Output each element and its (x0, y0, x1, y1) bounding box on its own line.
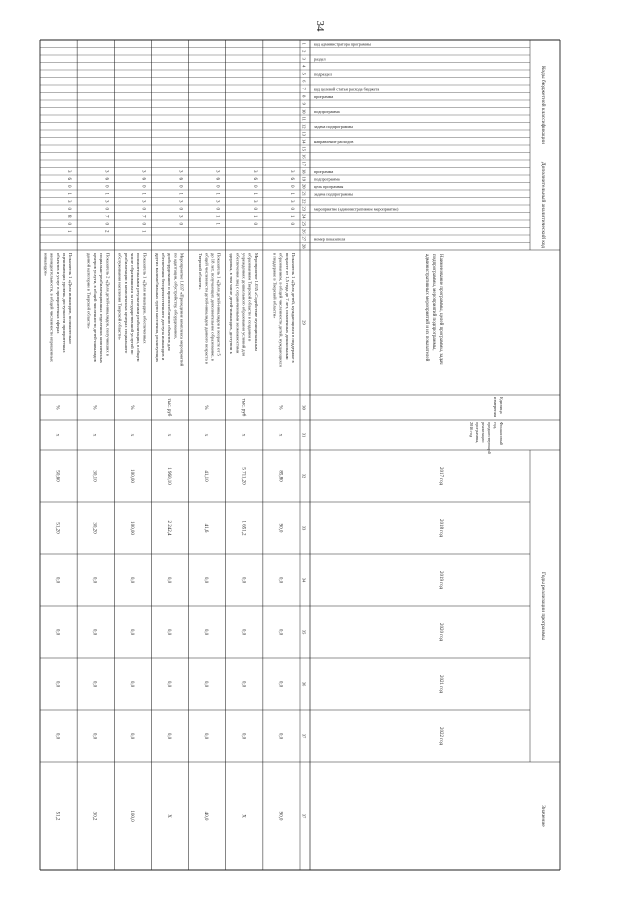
col-number: 12 (301, 124, 307, 129)
code-digit: 1 (103, 192, 109, 195)
row-year-value: 0,0 (91, 576, 97, 584)
row-base: х (128, 433, 134, 437)
col-number: 18 (301, 169, 307, 174)
code-digit: 1 (140, 230, 146, 233)
row-base: х (277, 433, 283, 437)
code-digit: 6 (103, 177, 109, 180)
code-digit: 6 (66, 177, 72, 180)
row-year-value: 0,0 (166, 576, 171, 584)
code-digit: 0 (177, 222, 183, 225)
code-digit: 0 (251, 185, 257, 188)
row-final-value: Х (240, 814, 246, 818)
code-digit: 0 (177, 207, 183, 210)
code-digit: 3 (289, 200, 294, 203)
year-header-4: 2020 год (438, 622, 443, 642)
col-number: 11 (301, 116, 307, 121)
col-number: 16 (301, 154, 307, 159)
row-year-value: 0,0 (240, 628, 246, 636)
code-digit: 0 (103, 185, 109, 188)
row-year-value: 51,20 (54, 522, 60, 534)
row-final-value: 40,0 (203, 811, 209, 821)
col-number: 36 (301, 681, 307, 687)
col-number: 19 (301, 176, 307, 181)
code-header-label: код администратора программы (314, 41, 371, 47)
year-header-1: 2017 год (438, 466, 443, 486)
row-year-value: 0,0 (91, 732, 97, 740)
row-base: х (54, 433, 60, 437)
row-year-value: 100,00 (128, 521, 134, 535)
row-unit: % (277, 405, 283, 410)
row-year-value: 90,0 (277, 523, 283, 533)
row-year-value: 0,0 (166, 628, 171, 636)
row-unit: % (203, 405, 209, 410)
col-number: 26 (301, 229, 307, 234)
code-digit: 1 (214, 192, 220, 195)
name-column-header: Наименование программы, целей программы, задачподпрограммы, мероприятий подпрограммы,административных мероприятий и их показателей (424, 254, 443, 365)
row-final-value: 51,2 (54, 811, 60, 821)
row-unit: % (54, 405, 60, 410)
code-digit: 3 (140, 170, 146, 173)
code-header-label: раздел (314, 56, 326, 62)
code-digit: 1 (289, 192, 294, 195)
code-digit: 6 (251, 177, 257, 180)
row-year-value: 0,0 (240, 732, 246, 740)
row-year-value: 30,10 (91, 470, 97, 482)
col-number: 27 (301, 236, 307, 241)
code-digit: 3 (140, 200, 146, 203)
row-year-value: 0,0 (203, 576, 209, 584)
row-year-value: 41,10 (203, 470, 209, 482)
row-unit: тыс. руб (166, 398, 171, 417)
col-number: 33 (301, 525, 307, 531)
row-year-value: 0,0 (128, 732, 134, 740)
col-number: 29 (301, 320, 307, 325)
code-digit: 0 (251, 207, 257, 210)
row-year-value: 0,0 (277, 732, 283, 740)
table-body (40, 40, 560, 870)
row-year-value: 0,0 (240, 680, 246, 688)
code-digit: 3 (214, 170, 220, 173)
row-name: Показатель 2 «Доля детей-инвалидов, получивших всоциально-реабилитационных отделениях комплексныхцентров услуги, в общей численности детей-инвалидовданной категории в Тверской области» (86, 253, 111, 364)
code-digit: 1 (66, 230, 72, 233)
code-digit: 6 (289, 177, 294, 180)
code-digit: 1 (251, 192, 257, 195)
row-year-value: 5 711,20 (240, 467, 246, 485)
code-header-label: подпрограмма (314, 108, 340, 114)
row-year-value: 0,0 (54, 628, 60, 636)
code-digit: 0 (214, 185, 220, 188)
code-digit: 0 (251, 222, 257, 225)
code-digit: 3 (251, 170, 257, 173)
row-year-value: 0,0 (54, 576, 60, 584)
code-digit: 1 (251, 215, 257, 218)
row-name: Показатель 1 «Доля инвалидов, положительнооценивающих уровень доступности приоритетныхобъектов и услуг в приоритетных сферахжизнедеятельности, в общей численности опрошенныхинвалидов» (43, 253, 74, 362)
code-digit: 2 (103, 230, 109, 233)
col-number: 31 (301, 432, 307, 438)
year-header-5: 2021 год (438, 674, 443, 694)
year-header-2: 2018 год (438, 518, 443, 538)
row-year-value: 0,0 (54, 680, 60, 688)
code-digit: 0 (66, 185, 72, 188)
row-year-value: 1 960,10 (166, 467, 171, 485)
col-number: 30 (301, 405, 307, 410)
code-digit: 0 (214, 207, 220, 210)
col-number: 7 (301, 87, 307, 90)
code-digit: 0 (289, 207, 294, 210)
col-number: 13 (301, 131, 307, 136)
code-digit: 3 (251, 200, 257, 203)
code-digit: 7 (140, 215, 146, 218)
code-digit: 1 (214, 215, 220, 218)
row-name: Мероприятие 1.035 «Содействие муниципальнымобразованиям Тверской области в создании вучреждениях дошкольного образования условий дляобеспечения лиц с ограниченными возможностямиздоровья, в том числе детей-инвалидов, доступом к (229, 253, 259, 357)
col-number: 10 (301, 109, 307, 114)
row-year-value: 0,0 (277, 680, 283, 688)
code-digit: 3 (289, 170, 294, 173)
code-digit: 6 (214, 177, 220, 180)
code-header-label: программа (314, 168, 334, 174)
row-unit: % (91, 405, 97, 410)
row-year-value: 0,0 (203, 628, 209, 636)
row-unit: тыс. руб (240, 398, 246, 417)
code-digit: 3 (66, 200, 72, 203)
col-number: 34 (301, 577, 307, 583)
row-year-value: 0,0 (128, 680, 134, 688)
col-number: 1 (301, 42, 307, 45)
row-year-value: 0,0 (54, 732, 60, 740)
col-number: 8 (301, 95, 307, 98)
code-digit: 0 (140, 207, 146, 210)
code-digit: 3 (103, 200, 109, 203)
budget-codes-header: Коды бюджетной классификации (540, 66, 546, 144)
code-digit: 3 (66, 170, 72, 173)
code-digit: 6 (140, 177, 146, 180)
col-number: 6 (301, 80, 307, 83)
col-number: 22 (301, 199, 307, 204)
code-header-label: задача подпрограммы (314, 123, 353, 129)
final-value-header: Значение (540, 805, 546, 827)
code-digit: 1 (66, 192, 72, 195)
code-digit: 0 (177, 185, 183, 188)
row-year-value: 0,0 (240, 576, 246, 584)
code-digit: 0 (66, 222, 72, 225)
row-year-value: 2 242,4 (166, 520, 171, 536)
row-year-value: 50,60 (54, 470, 60, 482)
row-base: х (240, 433, 246, 437)
col-number: 37 (301, 813, 307, 819)
code-digit: 0 (103, 222, 109, 225)
code-header-label: мероприятие (административное мероприятие) (314, 206, 399, 212)
row-final-value: 90,0 (277, 811, 283, 821)
row-year-value: 0,0 (166, 732, 171, 740)
row-year-value: 0,0 (203, 680, 209, 688)
code-digit: 6 (177, 177, 183, 180)
row-name: Показатель 1 «Доля детей-инвалидов в возрасте от 5до 18 лет, получающих дополнительное образование, вобщей численности детей-инвалидов данного возраста вТверской области» (198, 253, 222, 365)
code-digit: 0 (103, 207, 109, 210)
row-name: Показатель 1 «Доля инвалидов, обеспеченныхположительными результатами реабилитации, в общемчисле обратившихся за государственной услугой пореабилитации в комплексных центрах социальногообслуживания населения Тверской области» (117, 253, 148, 362)
code-header-label: программа (314, 93, 334, 99)
code-header-label: код целевой статьи расхода бюджета (314, 86, 380, 92)
code-digit: 3 (177, 215, 183, 218)
col-number: 4 (301, 65, 307, 68)
row-base: х (91, 433, 97, 437)
row-base: х (203, 433, 209, 437)
row-name: Показатель 1 «Доля детей, нуждающихся в поддержке ввозрасте от 1,5 года до 7 лет, охваченных дошкольнымобразованием, в общей численности детей, нуждающихсяв поддержке в Тверской области» (272, 253, 296, 367)
row-year-value: 85,80 (277, 470, 283, 482)
code-digit: 1 (177, 192, 183, 195)
base-year-column-header: Финансовыйгод,предшествующийреализациипрограммы,2016 год (469, 422, 504, 454)
col-number: 9 (301, 102, 307, 105)
code-header-label: задача подпрограммы (314, 191, 353, 197)
row-year-value: 0,0 (166, 680, 171, 688)
row-unit: % (128, 405, 134, 410)
code-digit: 0 (140, 185, 146, 188)
row-base: х (166, 433, 171, 437)
row-year-value: 0,0 (91, 680, 97, 688)
code-digit: 0 (289, 185, 294, 188)
code-digit: 7 (103, 215, 109, 218)
row-year-value: 0,0 (91, 628, 97, 636)
col-number: 17 (301, 161, 307, 166)
code-header-label: номер показателя (314, 236, 346, 242)
row-year-value: 30,20 (91, 522, 97, 534)
col-number: 25 (301, 221, 307, 226)
row-year-value: 0,0 (128, 628, 134, 636)
col-number: 5 (301, 72, 307, 75)
row-year-value: 0,0 (277, 576, 283, 584)
code-digit: 0 (289, 222, 294, 225)
col-number: 14 (301, 139, 307, 144)
row-year-value: 0,0 (277, 628, 283, 636)
code-header-label: подраздел (314, 71, 332, 77)
col-number: 20 (301, 184, 307, 189)
row-year-value: 0,0 (203, 732, 209, 740)
code-digit: 0 (140, 222, 146, 225)
code-digit: 1 (289, 215, 294, 218)
page-number: 34 (314, 20, 326, 32)
code-header-label: подпрограмма (314, 176, 340, 182)
col-number: 35 (301, 629, 307, 635)
row-year-value: 100,00 (128, 469, 134, 483)
code-digit: 3 (177, 170, 183, 173)
code-digit: 3 (214, 200, 220, 203)
col-number: 28 (301, 244, 307, 249)
col-number: 3 (301, 57, 307, 60)
years-group-header: Годы реализации программы (540, 572, 546, 640)
year-header-6: 2022 год (438, 726, 443, 746)
col-number: 15 (301, 146, 307, 151)
code-digit: 3 (103, 170, 109, 173)
row-final-value: Х (166, 814, 171, 818)
code-digit: 1 (214, 222, 220, 225)
row-final-value: 30,2 (91, 811, 97, 821)
year-header-3: 2019 год (438, 570, 443, 590)
col-number: 24 (301, 214, 307, 219)
col-number: 21 (301, 191, 307, 196)
col-number: 2 (301, 50, 307, 53)
row-year-value: 41,6 (203, 523, 209, 533)
code-digit: 3 (177, 200, 183, 203)
row-year-value: 0,0 (128, 576, 134, 584)
code-header-label: направление расходов (314, 138, 354, 144)
row-year-value: 1 651,2 (240, 520, 246, 536)
row-final-value: 100,0 (128, 810, 134, 822)
col-number: 23 (301, 206, 307, 211)
unit-column-header: Единицаизмерения (493, 397, 504, 418)
row-name: Мероприятие 1.037 «Проведение комплекса мероприятийпо адаптации, обустройству, оборудованию,дооборудованию и приспособлению объектов дляобеспечения беспрепятственного доступа инвалидов идругих маломобильных групп населения, реализующих (154, 253, 185, 367)
code-digit: 0 (66, 207, 72, 210)
col-number: 32 (301, 473, 307, 479)
col-number: 37 (301, 733, 307, 739)
code-digit: 8 (66, 215, 72, 218)
code-header-label: цель программы (314, 183, 344, 189)
code-digit: 1 (140, 192, 146, 195)
additional-code-header: Дополнительный аналитический код (540, 161, 546, 249)
